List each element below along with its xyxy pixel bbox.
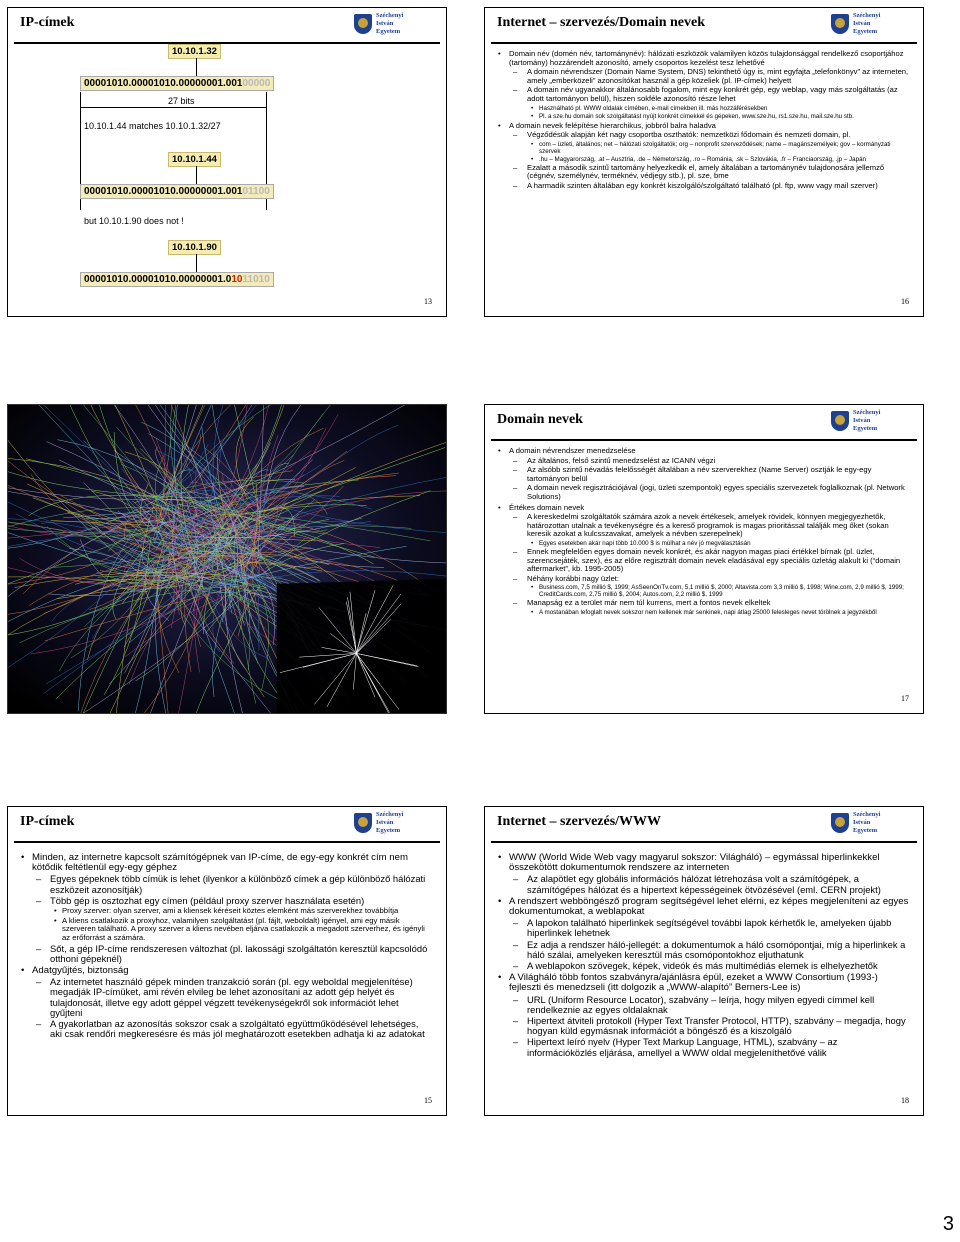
slide-number: 17 — [901, 694, 909, 703]
bullet-level-3: • Proxy szerver: olyan szerver, ami a kliensek kéréseit köztes elemként más szerverekhez továbbítja — [20, 907, 432, 916]
slide-network-map-photo — [7, 404, 447, 714]
page-number: 3 — [942, 1213, 954, 1235]
slide-number: 16 — [901, 297, 909, 306]
university-logo: Széchenyi István Egyetem — [831, 409, 915, 435]
bullet-level-3: • Használható pl. WWW oldalak címében, e-mail címekben ill. más hozzáférésekben — [497, 105, 909, 112]
bullet-level-2: – Egyes gépeknek több címük is lehet (ilyenkor a különböző címek a gép különböző hálózati eszközeit azonosítják) — [20, 874, 432, 894]
bullet-level-2: – Ez adja a rendszer háló-jellegét: a dokumentumok a háló csomópontjai, míg a hiperlinkek a háló szálai, amelyeken keresztül más csomópontokhoz eljuthatunk — [497, 940, 909, 960]
slide-title: Internet – szervezés/Domain nevek — [497, 15, 706, 30]
crest-icon — [831, 411, 849, 431]
title-rule — [14, 42, 440, 44]
slide-www-18 — [484, 806, 924, 1116]
bullet-level-3: • A kliens csatlakozik a proxyhoz, valamilyen szolgáltatást (pl. fájlt, weboldalt) igényel, ami egy másik szerveren található. A proxy szerver a kliens nevében eljárva csatlakozik a megadott szerverhez, és igényli az erőforrást a számára. — [20, 917, 432, 943]
bullet-level-2: – Manapság ez a terület már nem túl kurrens, mert a fontos nevek elkeltek — [497, 599, 909, 608]
bullet-level-2: – Hipertext leíró nyelv (Hyper Text Markup Language, HTML), szabvány – az információközlés eljárása, amellyel a WWW oldal megjeleníthetővé válik — [497, 1037, 909, 1057]
slide-domain-nevek-17 — [484, 404, 924, 714]
slide-body — [497, 851, 909, 1058]
bullet-level-2: – Hipertext átviteli protokoll (Hyper Text Transfer Protocol, HTTP), szabvány – megadja, hogy hogyan küld egymásnak információt a böngésző és a kiszolgáló — [497, 1016, 909, 1036]
host1-binary: 00001010.00001010.00000001.00101100 — [80, 184, 274, 199]
nomatch-text: but 10.10.1.90 does not ! — [84, 216, 184, 226]
slide-ip-cimek-13 — [7, 7, 447, 317]
slide-body — [20, 851, 432, 1039]
host2-address: 10.10.1.90 — [168, 240, 221, 255]
bullet-level-3: • A mostanában lefoglalt nevek sokszor nem kellenek már senkinek, napi átlag 25000 felesleges nevet törölnek a jegyzékből — [497, 609, 909, 616]
university-logo: Széchenyi István Egyetem — [831, 811, 915, 837]
bullet-level-2: – A domain névrendszer (Domain Name System, DNS) tekinthető úgy is, mint egyfajta „telefonkönyv” az interneten, amely „emberközeli” azonosítókat használ a gép közeliek (pl. IP-címek) helyett — [497, 68, 909, 85]
slide-ip-cimek-15 — [7, 806, 447, 1116]
slide-body — [497, 445, 909, 616]
bullet-level-3: • Egyes esetekben akár napi több 10.000 $ is múlhat a név jó megválasztásán — [497, 540, 909, 547]
bullet-level-2: – A weblapokon szövegek, képek, videók és más multimédiás elemek is elhelyezhetők — [497, 961, 909, 971]
bullet-level-2: – Az alsóbb szintű névadás felelősségét általában a név szerverekhez (Name Server) osztják le egy-egy tartományon belül — [497, 466, 909, 483]
bullet-level-1: • Adatgyűjtés, biztonság — [20, 966, 432, 976]
bullet-level-2: – A harmadik szinten általában egy konkrét kiszolgáló/szolgáltató található (pl. ftp, www vagy mail szerver) — [497, 182, 909, 191]
bullet-level-1: • A domain nevek felépítése hierarchikus, jobbról balra haladva — [497, 122, 909, 131]
title-rule — [491, 841, 917, 843]
bullet-level-1: • Domain név (domén név, tartománynév): hálózati eszközök valamilyen közös tulajdonsággal rendelkező csoportjához (tartomány) hozzárendelt azonosító, amely csoportos kezelést tesz lehetővé — [497, 50, 909, 67]
slide-title: Internet – szervezés/WWW — [497, 814, 662, 829]
bullet-level-2: – Több gép is osztozhat egy címen (például proxy szerver használata esetén) — [20, 896, 432, 906]
match-text: 10.10.1.44 matches 10.10.1.32/27 — [84, 121, 221, 131]
network-binary: 00001010.00001010.00000001.00100000 — [80, 76, 274, 91]
internet-map-svg — [8, 405, 446, 713]
crest-icon — [354, 813, 372, 833]
university-logo: Széchenyi István Egyetem — [354, 811, 438, 837]
slide-title: Domain nevek — [497, 412, 583, 427]
bullet-level-1: • WWW (World Wide Web vagy magyarul sokszor: Világháló) – egymással hiperlinkekkel összekötött dokumentumok rendszere az interneten — [497, 853, 909, 873]
crest-icon — [831, 14, 849, 34]
bullet-level-1: • Minden, az internetre kapcsolt számítógépnek van IP-címe, de egy-egy konkrét cím nem kötődik feltétlenül egy-egy géphez — [20, 853, 432, 873]
bullet-level-3: • .hu – Magyarország, .at – Ausztria, .de – Németország, .ro – Románia, .sk – Szlovákia, .fr – Franciaország, .jp – Japán — [497, 156, 909, 163]
bullet-level-3: • Business.com, 7,5 millió $, 1999; AsSeenOnTv.com, 5,1 millió $, 2000; Altavista.com 3,3 millió $, 1998; Wine.com, 2,9 millió $, 1999; CreditCards.com, 2,75 millió $, 2004; Autos.com, 2,2 millió $, 1999 — [497, 584, 909, 598]
bullet-level-2: – A gyakorlatban az azonosítás sokszor csak a szolgáltató együttműködésével lehetséges, aki csak rendőri megkeresésre és más jól meghatározott esetekben adhatja ki az adatokat — [20, 1019, 432, 1039]
slide-number: 18 — [901, 1096, 909, 1105]
bullet-level-3: • com – üzleti, általános; net – hálózati szolgáltatók; org – nonprofit szerveződések; name – magánszemélyek; gov – kormányzati szervek — [497, 141, 909, 155]
bullet-level-2: – Ezalatt a második szintű tartomány helyezkedik el, amely általában a tartománynév tulajdonosára jellemző (cégnév, személynév, terméknév, védjegy stb.), pl. sze, bme — [497, 164, 909, 181]
bullet-level-2: – Az általános, felső szintű menedzselést az ICANN végzi — [497, 457, 909, 466]
university-logo: Széchenyi István Egyetem — [831, 12, 915, 38]
bullet-level-2: – A domain név ugyanakkor általánosabb fogalom, mint egy konkrét gép, egy weblap, vagy más szolgáltatás (az adott tartományon belül), hiszen sokféle azonosító része lehet — [497, 86, 909, 103]
bullet-level-1: • A domain névrendszer menedzselése — [497, 447, 909, 456]
bullet-level-1: • Értékes domain nevek — [497, 504, 909, 513]
bullet-level-2: – Az alapötlet egy globális információs hálózat létrehozása volt a számítógépek, a számítógépes hálózat és a hipertext képességeinek ötvözésével (eml. CERN projekt) — [497, 874, 909, 894]
bullet-level-1: • A Világháló több fontos szabványra/ajánlásra épül, ezeket a WWW Consortium (1993-) fejleszti és menedzseli (itt dolgozik a „WWW-alapító” Berners-Lee is) — [497, 973, 909, 993]
bullet-level-2: – Az internetet használó gépek minden tranzakció során (pl. egy weboldal megjelenítése) megadják IP-címüket, ami révén elvileg be lehet azonosítani az adott gép helyét és tulajdonosát, illetve egy adott géppel végzett tevékenységekről sok információt lehet gyűjteni — [20, 977, 432, 1018]
crest-icon — [354, 14, 372, 34]
bullet-level-1: • A rendszert webböngésző program segítségével lehet elérni, ez képes megjeleníteni az egyes dokumentumokat, a weblapokat — [497, 897, 909, 917]
slide-domain-nevek-16 — [484, 7, 924, 317]
slide-title: IP-címek — [20, 814, 75, 829]
bullet-level-2: – A kereskedelmi szolgáltatók számára azok a nevek értékesek, amelyek rövidek, könnyen megjegyezhetők, határozottan utalnak a tevékenységre és a kereső programok is magas prioritással találják meg őket (sokan keresik azokat a kulcsszavakat, amelyek a névben szerepelnek) — [497, 513, 909, 539]
slide-body — [497, 48, 909, 190]
bullet-level-2: – A domain nevek regisztrációjával (jogi, üzleti szempontok) egyes speciális szervezetek foglalkoznak (pl. Network Solutions) — [497, 484, 909, 501]
bullet-level-3: • Pl. a sze.hu domain sok szolgáltatást nyújt konkrét címekkel és gépeken, www.sze.hu, rs1.sze.hu, mail.sze.hu stb. — [497, 113, 909, 120]
slide-number: 13 — [424, 297, 432, 306]
bullet-level-2: – Néhány korábbi nagy üzlet: — [497, 575, 909, 584]
bits-label: 27 bits — [168, 96, 195, 106]
bullet-level-2: – URL (Uniform Resource Locator), szabvány – leírja, hogy milyen egyedi címmel kell rendelkeznie az egyes oldalaknak — [497, 995, 909, 1015]
title-rule — [491, 439, 917, 441]
slide-title: IP-címek — [20, 15, 75, 30]
crest-icon — [831, 813, 849, 833]
host2-binary: 00001010.00001010.00000001.01011010 — [80, 272, 274, 287]
internet-map-image — [8, 405, 446, 713]
university-logo: Széchenyi István Egyetem — [354, 12, 438, 38]
title-rule — [491, 42, 917, 44]
title-rule — [14, 841, 440, 843]
bullet-level-2: – A lapokon található hiperlinkek segítségével további lapok kérhetők le, amelyeken újabb hiperlinkek lehetnek — [497, 918, 909, 938]
host1-address: 10.10.1.44 — [168, 152, 221, 167]
bullet-level-2: – Végződésük alapján két nagy csoportba oszthatók: nemzetközi fődomain és nemzeti domain, pl. — [497, 131, 909, 140]
network-address: 10.10.1.32 — [168, 44, 221, 59]
slide-number: 15 — [424, 1096, 432, 1105]
bullet-level-2: – Ennek megfelelően egyes domain nevek konkrét, és akár nagyon magas piaci értékkel bírnak (pl. üzlet, szerencsejáték, szex), és az előre regisztrált domain nevek eladásával egy speciális üzletág alakult ki (“domain aftermarket”, kb. 1995-2005) — [497, 548, 909, 574]
bullet-level-2: – Sőt, a gép IP-címe rendszeresen változhat (pl. lakossági szolgáltatón keresztül kapcsolódó otthoni gépeknél) — [20, 944, 432, 964]
